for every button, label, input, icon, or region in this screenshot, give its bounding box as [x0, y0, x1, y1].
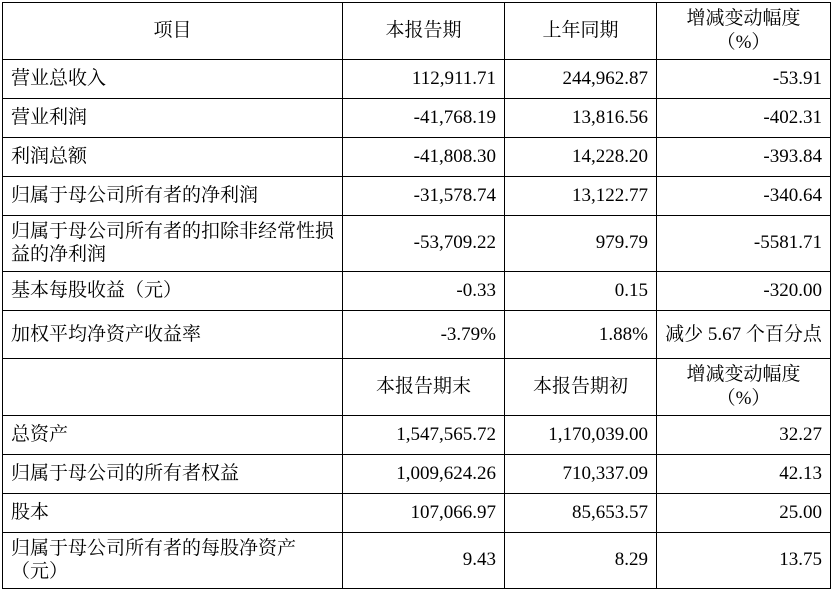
- table-row: [3, 532, 831, 589]
- table-row: [3, 272, 831, 311]
- row-label: 基本每股收益（元）: [3, 272, 343, 311]
- row-label: 营业利润: [3, 98, 343, 137]
- row-value-prior: 1.88%: [505, 311, 657, 359]
- row-value-current: -53,709.22: [343, 215, 505, 272]
- row-value-prior: 13,816.56: [505, 98, 657, 137]
- header-cell-period-end: 本报告期末: [343, 359, 505, 416]
- row-value-begin: 1,170,039.00: [505, 415, 657, 454]
- row-label: 利润总额: [3, 137, 343, 176]
- row-value-change: -5581.71: [657, 215, 831, 272]
- row-value-prior: 244,962.87: [505, 59, 657, 98]
- row-value-prior: 0.15: [505, 272, 657, 311]
- row-value-change: -340.64: [657, 176, 831, 215]
- table-row: [3, 215, 831, 272]
- row-value-change: -393.84: [657, 137, 831, 176]
- table-header-row-period: [3, 3, 831, 60]
- row-value-end: 1,547,565.72: [343, 415, 505, 454]
- row-value-end: 9.43: [343, 532, 505, 589]
- row-value-change: -402.31: [657, 98, 831, 137]
- header-cell-current-period: 本报告期: [343, 3, 505, 60]
- table-row: [3, 311, 831, 359]
- row-label: 归属于母公司所有者的扣除非经常性损益的净利润: [3, 215, 343, 272]
- row-label: 股本: [3, 493, 343, 532]
- table-row: [3, 415, 831, 454]
- row-value-begin: 85,653.57: [505, 493, 657, 532]
- row-label: 营业总收入: [3, 59, 343, 98]
- table-row: [3, 137, 831, 176]
- row-value-change: 42.13: [657, 454, 831, 493]
- header-cell-item-empty: [3, 359, 343, 416]
- row-value-current: -0.33: [343, 272, 505, 311]
- row-value-current: 112,911.71: [343, 59, 505, 98]
- header-cell-prior-period: 上年同期: [505, 3, 657, 60]
- row-value-current: -41,768.19: [343, 98, 505, 137]
- row-label: 归属于母公司的所有者权益: [3, 454, 343, 493]
- header-cell-period-begin: 本报告期初: [505, 359, 657, 416]
- row-label: 加权平均净资产收益率: [3, 311, 343, 359]
- row-value-begin: 710,337.09: [505, 454, 657, 493]
- row-value-prior: 14,228.20: [505, 137, 657, 176]
- header-cell-item: 项目: [3, 3, 343, 60]
- table-row: [3, 59, 831, 98]
- row-label: 归属于母公司所有者的净利润: [3, 176, 343, 215]
- row-value-change: 减少 5.67 个百分点: [657, 311, 831, 359]
- row-value-current: -3.79%: [343, 311, 505, 359]
- financial-summary-table: [2, 2, 831, 589]
- row-value-prior: 13,122.77: [505, 176, 657, 215]
- row-value-current: -41,808.30: [343, 137, 505, 176]
- table-row: [3, 98, 831, 137]
- row-value-end: 1,009,624.26: [343, 454, 505, 493]
- header-cell-change-rate-2: 增减变动幅度（%）: [657, 359, 831, 416]
- row-value-change: -53.91: [657, 59, 831, 98]
- table-header-row-balance: [3, 359, 831, 416]
- row-value-begin: 8.29: [505, 532, 657, 589]
- header-cell-change-rate: 增减变动幅度（%）: [657, 3, 831, 60]
- row-value-end: 107,066.97: [343, 493, 505, 532]
- row-value-change: 25.00: [657, 493, 831, 532]
- row-label: 总资产: [3, 415, 343, 454]
- row-value-change: -320.00: [657, 272, 831, 311]
- table-row: [3, 176, 831, 215]
- row-value-change: 13.75: [657, 532, 831, 589]
- row-value-current: -31,578.74: [343, 176, 505, 215]
- row-value-change: 32.27: [657, 415, 831, 454]
- table-row: [3, 493, 831, 532]
- row-label: 归属于母公司所有者的每股净资产（元）: [3, 532, 343, 589]
- table-row: [3, 454, 831, 493]
- row-value-prior: 979.79: [505, 215, 657, 272]
